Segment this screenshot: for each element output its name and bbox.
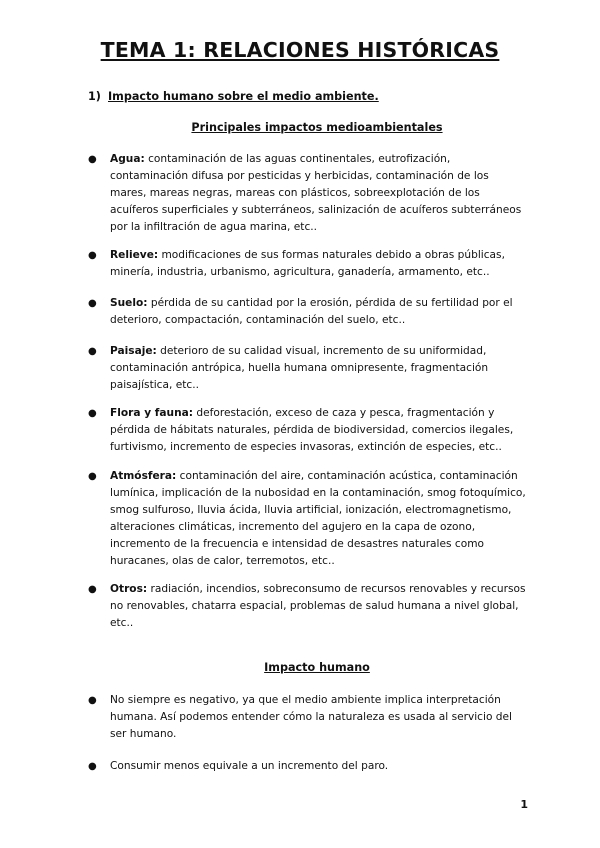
human-impact-heading: Impacto humano	[264, 661, 370, 674]
impact-item-flora-fauna	[88, 405, 528, 456]
bullet-icon: ●	[88, 298, 97, 309]
bullet-icon: ●	[88, 346, 97, 357]
impact-term: Suelo:	[110, 297, 148, 309]
section-heading-text: Impacto humano sobre el medio ambiente.	[108, 90, 379, 103]
bullet-icon: ●	[88, 154, 97, 165]
section-number: 1)	[88, 90, 101, 103]
impact-item-atmosfera	[88, 468, 528, 570]
human-impact-text: No siempre es negativo, ya que el medio ambiente implica interpretación humana. Así podemos entender cómo la naturaleza es usada al servicio del ser humano.	[110, 694, 512, 740]
impact-text: deterioro de su calidad visual, incremento de su uniformidad, contaminación antrópica, huella humana omnipresente, fragmentación paisajística, etc..	[110, 345, 489, 391]
impacts-heading: Principales impactos medioambientales	[191, 121, 443, 134]
page-number: 1	[520, 798, 528, 811]
impact-item-otros	[88, 581, 528, 632]
bullet-icon: ●	[88, 584, 97, 595]
human-impact-item	[88, 758, 528, 775]
impact-term: Paisaje:	[110, 345, 157, 357]
impact-term: Atmósfera:	[110, 470, 177, 482]
section-heading	[88, 90, 379, 103]
impact-text: radiación, incendios, sobreconsumo de recursos renovables y recursos no renovables, chatarra espacial, problemas de salud humana a nivel global, etc..	[110, 583, 526, 629]
impact-text: pérdida de su cantidad por la erosión, pérdida de su fertilidad por el deterioro, compactación, contaminación del suelo, etc..	[110, 297, 513, 326]
impact-term: Agua:	[110, 153, 145, 165]
impact-text: contaminación del aire, contaminación acústica, contaminación lumínica, implicación de la nubosidad en la contaminación, smog fotoquímico, smog sulfuroso, lluvia ácida, lluvia artificial, ionización, electromagnetismo, alteraciones climáticas, incremento del agujero en la capa de ozono, incremento de la frecuencia e intensidad de desastres naturales como huracanes, olas de calor, terremotos, etc..	[110, 470, 526, 567]
human-impact-text: Consumir menos equivale a un incremento del paro.	[110, 760, 389, 772]
bullet-icon: ●	[88, 250, 97, 261]
impact-text: modificaciones de sus formas naturales debido a obras públicas, minería, industria, urbanismo, agricultura, ganadería, armamento, etc..	[110, 249, 505, 278]
impact-text: deforestación, exceso de caza y pesca, fragmentación y pérdida de hábitats naturales, pérdida de biodiversidad, comercios ilegales, furtivismo, incremento de especies invasoras, extinción de especies, etc..	[110, 407, 514, 453]
human-impact-item	[88, 692, 528, 743]
bullet-icon: ●	[88, 695, 97, 706]
bullet-icon: ●	[88, 761, 97, 772]
bullet-icon: ●	[88, 471, 97, 482]
impact-term: Otros:	[110, 583, 148, 595]
impact-term: Flora y fauna:	[110, 407, 194, 419]
impact-item-paisaje	[88, 343, 528, 394]
bullet-icon: ●	[88, 408, 97, 419]
impact-term: Relieve:	[110, 249, 159, 261]
impact-item-agua	[88, 151, 528, 236]
impact-item-suelo	[88, 295, 528, 329]
page-title: TEMA 1: RELACIONES HISTÓRICAS	[100, 38, 500, 62]
impact-item-relieve	[88, 247, 528, 281]
impact-text: contaminación de las aguas continentales, eutrofización, contaminación difusa por pesticidas y herbicidas, contaminación de los mares, mareas negras, mareas con plásticos, sobreexplotación de los acuíferos superficiales y subterráneos, salinización de acuíferos subterráneos por la infiltración de agua marina, etc..	[110, 153, 522, 233]
